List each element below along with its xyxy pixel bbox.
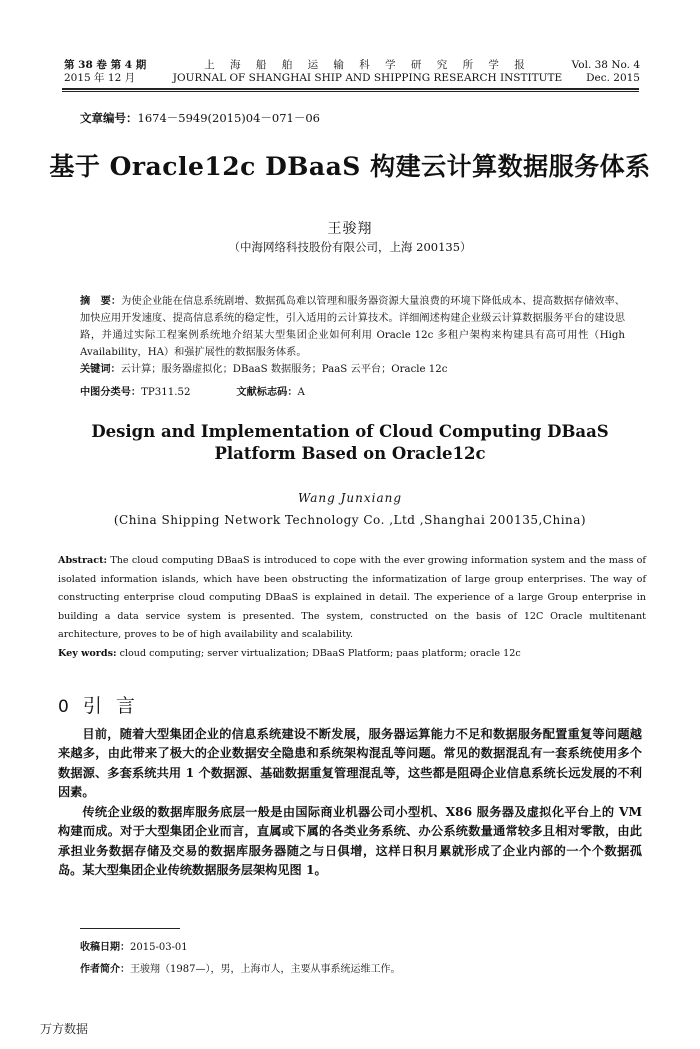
body-paragraph-2-text: 传统企业级的数据库服务底层一般是由国际商业机器公司小型机、X86 服务器及虚拟化平台上的 VM 构建而成。对于大型集团企业而言，直属或下属的各类业务系统、办公系统数量通常较多且相对零散，由此承担业务数据存储及交易的数据库服务器随之与日俱增，这样日积月累就形成了企业内部的一个个数据孤岛。某大型集团企业传统数据服务层架构见图 1。 [58,805,642,878]
header-volume-issue: 第 38 卷 第 4 期 [64,59,147,71]
abstract-en-label: Abstract: [58,555,108,566]
header-date-cn: 2015 年 12 月 [64,72,136,84]
header-volume-issue-en: Vol. 38 No. 4 [571,59,640,71]
doc-code-value: A [297,387,305,398]
watermark: 万方数据 [40,1022,89,1036]
footnote-author [80,962,400,977]
affiliation-en: (China Shipping Network Technology Co. ,Ltd ,Shanghai 200135,China) [113,513,587,527]
clc-label: 中图分类号： [80,386,142,398]
clc-value: TP311.52 [141,387,191,398]
footnote-received [80,940,188,955]
abstract-cn-label: 摘 要： [80,295,122,307]
title-en-line-2: Platform Based on Oracle12c [214,444,486,463]
footnote-rule [80,928,180,929]
received-value: 2015-03-01 [130,942,188,953]
keywords-en [58,645,646,662]
header-volume-en [572,59,640,85]
abstract-cn-text: 为使企业能在信息系统剧增、数据孤岛难以管理和服务器资源大量浪费的环境下降低成本、提高数据存储效率、加快应用开发速度、提高信息系统的稳定性，引入适用的云计算技术。详细阐述构建企业级云计算数据服务平台的建设思路，并通过实际工程案例系统地介绍某大型集团企业如何利用 Oracle 12c 多租户架构来构建具有高可用性（High Availability，HA）和强扩展性的数据服务体系。 [80,296,625,358]
section-title: 引言 [82,695,149,717]
title-en [60,421,640,465]
affiliation-cn: （中海网络科技股份有限公司，上海 200135） [228,240,472,254]
title-cn: 基于 Oracle12c DBaaS 构建云计算数据服务体系 [49,152,651,181]
author-bio-label: 作者简介： [80,964,130,975]
section-number: 0 [58,697,69,717]
doc-code-label: 文献标志码： [236,386,298,398]
keywords-en-label: Key words: [58,648,117,659]
abstract-en-text: The cloud computing DBaaS is introduced to cope with the ever growing information system and the mass of isolated information islands, which have been obstructing the informatization of large group enterprises. The way of constructing enterprise cloud computing DBaaS is explained in detail. The experience of a large Group enterprise in building a data service system is presented. The system, constructed on the basis of 12C Oracle multitenant architecture, proves to be of high availability and scalability. [58,555,646,641]
header-journal-cn: 上 海 船 舶 运 输 科 学 研 究 所 学 报 [204,59,531,71]
body-paragraph-1 [58,725,642,803]
keywords-cn-label: 关键词： [80,363,121,375]
title-en-line-1: Design and Implementation of Cloud Computing DBaaS [91,422,609,441]
article-number [80,110,320,126]
keywords-en-text: cloud computing; server virtualization; DBaaS Platform; paas platform; oracle 12c [116,648,521,659]
keywords-cn-text: 云计算；服务器虚拟化；DBaaS 数据服务；PaaS 云平台；Oracle 12c [120,364,448,375]
abstract-cn [80,293,625,378]
author-bio-value: 王骏翔（1987—），男，上海市人，主要从事系统运维工作。 [130,964,401,975]
header-date-en: Dec. 2015 [586,72,640,84]
article-number-value: 1674－5949(2015)04－071－06 [137,111,320,125]
header-rule-thin [62,91,639,92]
received-label: 收稿日期： [80,942,130,953]
section-heading [58,694,149,719]
body-paragraph-1-text: 目前，随着大型集团企业的信息系统建设不断发展，服务器运算能力不足和数据服务配置重复等问题越来越多，由此带来了极大的企业数据安全隐患和系统架构混乱等问题。常见的数据混乱有一套系统使用多个数据源、多套系统共用 1 个数据源、基础数据重复管理混乱等，这些都是阻碍企业信息系统长远发展的不利因素。 [58,727,642,800]
body-paragraph-2 [58,803,642,881]
header-journal-en: JOURNAL OF SHANGHAI SHIP AND SHIPPING RESEARCH INSTITUTE [172,72,563,84]
header-journal [160,59,575,85]
article-number-label: 文章编号： [80,111,138,125]
author-en: Wang Junxiang [297,491,403,505]
abstract-en [58,552,646,645]
header-rule [62,88,639,90]
classification-line [80,384,305,401]
author-cn: 王骏翔 [327,221,373,237]
header-volume-cn [64,59,146,85]
